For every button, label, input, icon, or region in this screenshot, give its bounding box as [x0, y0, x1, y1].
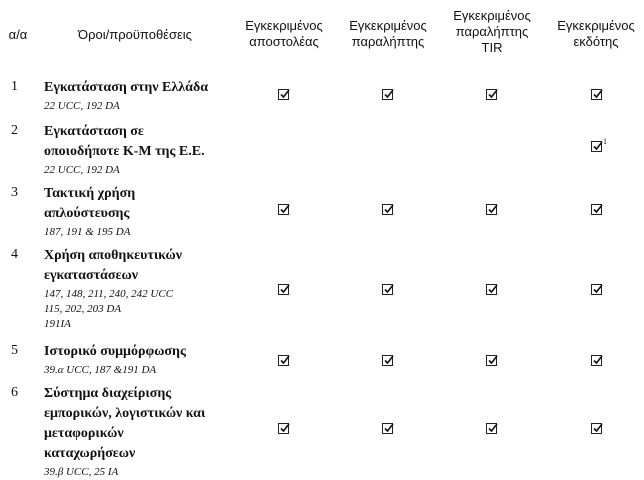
- checked-checkbox-icon: [486, 284, 497, 295]
- legal-reference: 115, 202, 203 DA: [44, 303, 122, 315]
- condition-title: Χρήση αποθηκευτικών εγκαταστάσεων: [44, 248, 183, 283]
- legal-reference: 39.α UCC, 187 &191 DA: [44, 364, 157, 376]
- header-tir: Εγκεκριμένος παραλήπτης TIR: [453, 8, 531, 55]
- legal-reference: 187, 191 & 195 DA: [44, 226, 131, 238]
- header-terms: Όροι/προϋποθέσεις: [78, 27, 192, 42]
- legal-reference: 22 UCC, 192 DA: [44, 100, 120, 112]
- checked-checkbox-icon: [278, 284, 289, 295]
- condition-title: Εγκατάσταση σε οποιοδήποτε Κ-Μ της Ε.Ε.: [44, 124, 205, 159]
- row-number: 5: [11, 343, 18, 358]
- checked-checkbox-icon: [278, 423, 289, 434]
- row-number: 4: [11, 247, 18, 262]
- checked-checkbox-icon: [486, 204, 497, 215]
- row-number: 6: [11, 385, 18, 400]
- checked-checkbox-icon: [278, 355, 289, 366]
- condition-title: Εγκατάσταση στην Ελλάδα: [44, 80, 209, 95]
- checked-checkbox-icon: [278, 204, 289, 215]
- header-sender: Εγκεκριμένος αποστολέας: [245, 18, 323, 49]
- header-receiver: Εγκεκριμένος παραλήπτης: [349, 18, 427, 49]
- checked-checkbox-icon: [382, 284, 393, 295]
- checked-checkbox-icon: [382, 204, 393, 215]
- header-num: α/α: [8, 27, 28, 42]
- checked-checkbox-icon: [382, 423, 393, 434]
- legal-reference: 191IA: [44, 318, 71, 330]
- checked-checkbox-icon: [591, 355, 602, 366]
- row-number: 1: [11, 79, 18, 94]
- legal-reference: 147, 148, 211, 240, 242 UCC: [44, 288, 174, 300]
- checked-checkbox-icon: [591, 284, 602, 295]
- checked-checkbox-icon: [591, 141, 602, 152]
- checked-checkbox-icon: [382, 355, 393, 366]
- row-number: 2: [11, 123, 18, 138]
- checked-checkbox-icon: [591, 89, 602, 100]
- condition-title: Σύστημα διαχείρισης εμπορικών, λογιστικών και μεταφορικών καταχωρήσεων: [44, 386, 206, 461]
- row-number: 3: [11, 185, 18, 200]
- footnote-marker: 1: [603, 137, 607, 146]
- header-issuer: Εγκεκριμένος εκδότης: [557, 18, 635, 49]
- checked-checkbox-icon: [591, 204, 602, 215]
- checked-checkbox-icon: [486, 423, 497, 434]
- condition-title: Τακτική χρήση απλούστευσης: [44, 186, 136, 221]
- legal-reference: 22 UCC, 192 DA: [44, 164, 120, 176]
- checked-checkbox-icon: [278, 89, 289, 100]
- condition-title: Ιστορικό συμμόρφωσης: [44, 344, 186, 359]
- checked-checkbox-icon: [486, 89, 497, 100]
- checked-checkbox-icon: [486, 355, 497, 366]
- checked-checkbox-icon: [591, 423, 602, 434]
- legal-reference: 39.β UCC, 25 IA: [44, 466, 119, 478]
- checked-checkbox-icon: [382, 89, 393, 100]
